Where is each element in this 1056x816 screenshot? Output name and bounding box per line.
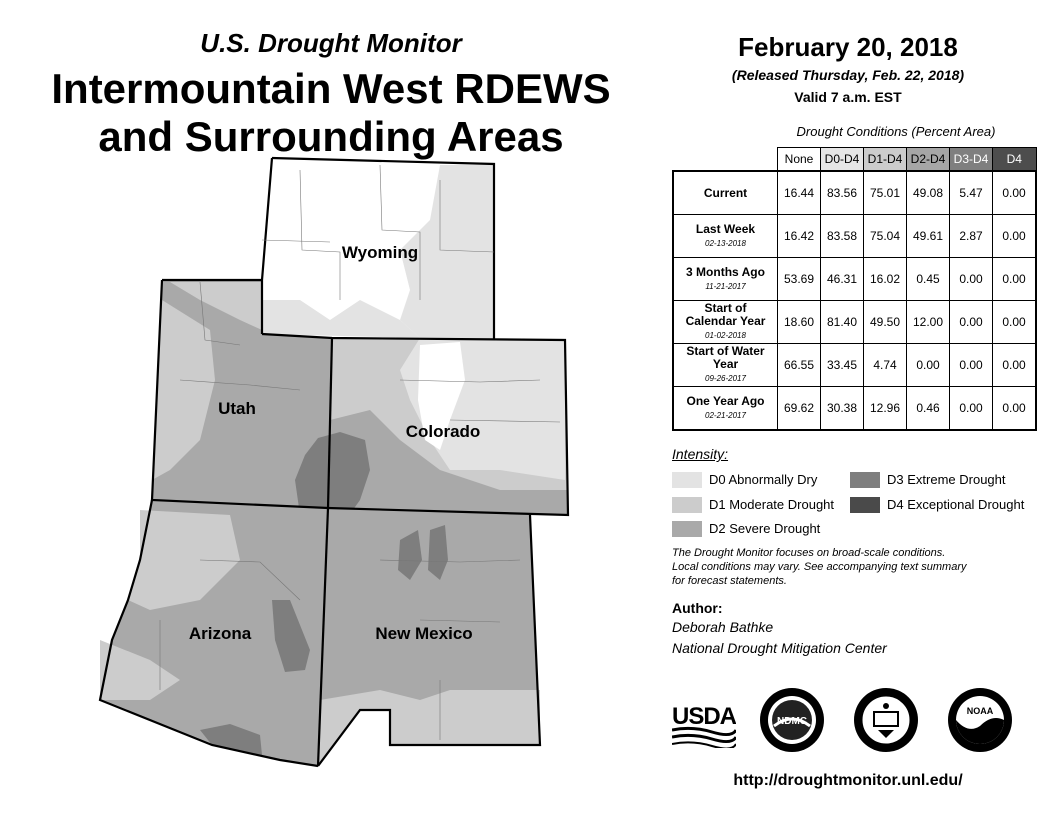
legend-item-d1 — [672, 496, 842, 514]
row-label — [673, 215, 778, 258]
valid-time: Valid 7 a.m. EST — [794, 89, 902, 105]
disclaimer — [672, 546, 1032, 588]
table-body — [673, 171, 1036, 430]
row-label — [673, 387, 778, 431]
table-cell: 2.87 — [950, 215, 993, 258]
table-cell: 46.31 — [821, 258, 864, 301]
author-name: Deborah Bathke — [672, 619, 774, 635]
row-label — [673, 344, 778, 387]
new-mexico-d1-south — [318, 690, 540, 766]
column-header-d3-d4: D3-D4 — [950, 148, 993, 172]
legend-item-d0 — [672, 471, 842, 489]
legend-swatch-d2 — [672, 521, 702, 537]
table-cell: 5.47 — [950, 171, 993, 215]
column-header-d1-d4: D1-D4 — [864, 148, 907, 172]
row-label — [673, 171, 778, 215]
table-row — [673, 344, 1036, 387]
row-label-text: Last Week — [695, 221, 756, 236]
legend-swatch-d3 — [850, 472, 880, 488]
ndmc-logo — [758, 686, 826, 754]
row-date: 02-21-2017 — [705, 410, 746, 420]
legend-title: Intensity: — [672, 446, 729, 462]
table-row — [673, 387, 1036, 431]
table-cell: 49.61 — [907, 215, 950, 258]
table-cell: 30.38 — [821, 387, 864, 431]
table-cell: 49.50 — [864, 301, 907, 344]
table-cell: 33.45 — [821, 344, 864, 387]
table-cell: 81.40 — [821, 301, 864, 344]
row-date: 01-02-2018 — [705, 331, 746, 340]
row-date: 09-26-2017 — [705, 374, 746, 383]
table-cell: 0.00 — [950, 301, 993, 344]
disclaimer-line1: The Drought Monitor focuses on broad-scale conditions. — [672, 547, 946, 559]
table-cell: 0.00 — [993, 215, 1037, 258]
table-cell: 75.01 — [864, 171, 907, 215]
table-cell: 75.04 — [864, 215, 907, 258]
legend-label-d1: D1 Moderate Drought — [709, 497, 835, 512]
table-cell: 0.00 — [950, 258, 993, 301]
table-cell: 0.00 — [993, 258, 1037, 301]
table-cell: 16.44 — [778, 171, 821, 215]
table-header-row — [673, 148, 1036, 172]
table-row — [673, 258, 1036, 301]
row-label-text: Start of Water Year — [686, 344, 765, 371]
table-cell: 12.96 — [864, 387, 907, 431]
row-date: 11-21-2017 — [705, 281, 746, 291]
noaa-logo — [946, 686, 1014, 754]
release-date: (Released Thursday, Feb. 22, 2018) — [731, 67, 965, 83]
noaa-logo-text: NOAA — [966, 706, 994, 716]
table-corner — [673, 148, 778, 172]
table-cell: 69.62 — [778, 387, 821, 431]
legend-label-d4: D4 Exceptional Drought — [887, 497, 1025, 512]
disclaimer-line2: Local conditions may vary. See accompanying text summary — [672, 561, 967, 573]
state-label-new-mexico: New Mexico — [375, 624, 473, 643]
state-label-arizona: Arizona — [188, 624, 252, 643]
state-label-utah: Utah — [218, 399, 256, 418]
author-organization: National Drought Mitigation Center — [672, 640, 887, 656]
table-cell: 49.08 — [907, 171, 950, 215]
table-cell: 83.56 — [821, 171, 864, 215]
map-subtitle: U.S. Drought Monitor — [200, 28, 462, 58]
legend-swatch-d0 — [672, 472, 702, 488]
column-header-none: None — [778, 148, 821, 172]
department-of-commerce-seal-icon — [852, 686, 920, 754]
table-cell: 0.00 — [993, 301, 1037, 344]
row-date: 02-13-2018 — [705, 238, 746, 248]
table-cell: 83.58 — [821, 215, 864, 258]
row-label-text: 3 Months Ago — [686, 264, 765, 279]
row-label-text: One Year Ago — [686, 393, 765, 408]
conditions-table-title: Drought Conditions (Percent Area) — [796, 124, 996, 139]
state-label-wyoming: Wyoming — [341, 243, 419, 262]
table-row — [673, 215, 1036, 258]
table-cell: 16.42 — [778, 215, 821, 258]
table-cell: 0.00 — [950, 387, 993, 431]
row-label — [673, 301, 778, 344]
website-url[interactable]: http://droughtmonitor.unl.edu/ — [733, 772, 963, 789]
map-title-line2: and Surrounding Areas — [98, 113, 564, 160]
author-heading: Author: — [672, 600, 723, 616]
table-cell: 0.00 — [907, 344, 950, 387]
disclaimer-line3: for forecast statements. — [672, 575, 787, 587]
legend-item-d3 — [850, 471, 1030, 489]
table-cell: 16.02 — [864, 258, 907, 301]
legend-label-d2: D2 Severe Drought — [709, 521, 821, 536]
drought-conditions-table — [672, 147, 1037, 431]
state-label-colorado: Colorado — [405, 422, 481, 441]
table-cell: 12.00 — [907, 301, 950, 344]
map-title-line1: Intermountain West RDEWS — [51, 65, 611, 112]
legend-swatch-d4 — [850, 497, 880, 513]
table-cell: 4.74 — [864, 344, 907, 387]
row-label — [673, 258, 778, 301]
table-cell: 0.45 — [907, 258, 950, 301]
legend-label-d3: D3 Extreme Drought — [887, 472, 1006, 487]
usda-logo — [672, 700, 736, 748]
column-header-d4: D4 — [993, 148, 1037, 172]
table-cell: 18.60 — [778, 301, 821, 344]
legend-item-d4 — [850, 496, 1030, 514]
column-header-d0-d4: D0-D4 — [821, 148, 864, 172]
table-cell: 0.00 — [993, 344, 1037, 387]
table-cell: 0.46 — [907, 387, 950, 431]
legend-swatch-d1 — [672, 497, 702, 513]
row-label-text: Start of Calendar Year — [685, 301, 766, 328]
row-label-text: Current — [703, 185, 748, 200]
column-header-d2-d4: D2-D4 — [907, 148, 950, 172]
table-cell: 66.55 — [778, 344, 821, 387]
table-cell: 0.00 — [993, 387, 1037, 431]
table-row — [673, 171, 1036, 215]
table-cell: 53.69 — [778, 258, 821, 301]
legend-label-d0: D0 Abnormally Dry — [709, 472, 818, 487]
legend-item-d2 — [672, 520, 842, 538]
table-cell: 0.00 — [950, 344, 993, 387]
usda-logo-text: USDA — [672, 703, 736, 730]
table-cell: 0.00 — [993, 171, 1037, 215]
ndmc-logo-text: NDMC — [777, 716, 807, 727]
map-date: February 20, 2018 — [738, 32, 958, 62]
table-row — [673, 301, 1036, 344]
